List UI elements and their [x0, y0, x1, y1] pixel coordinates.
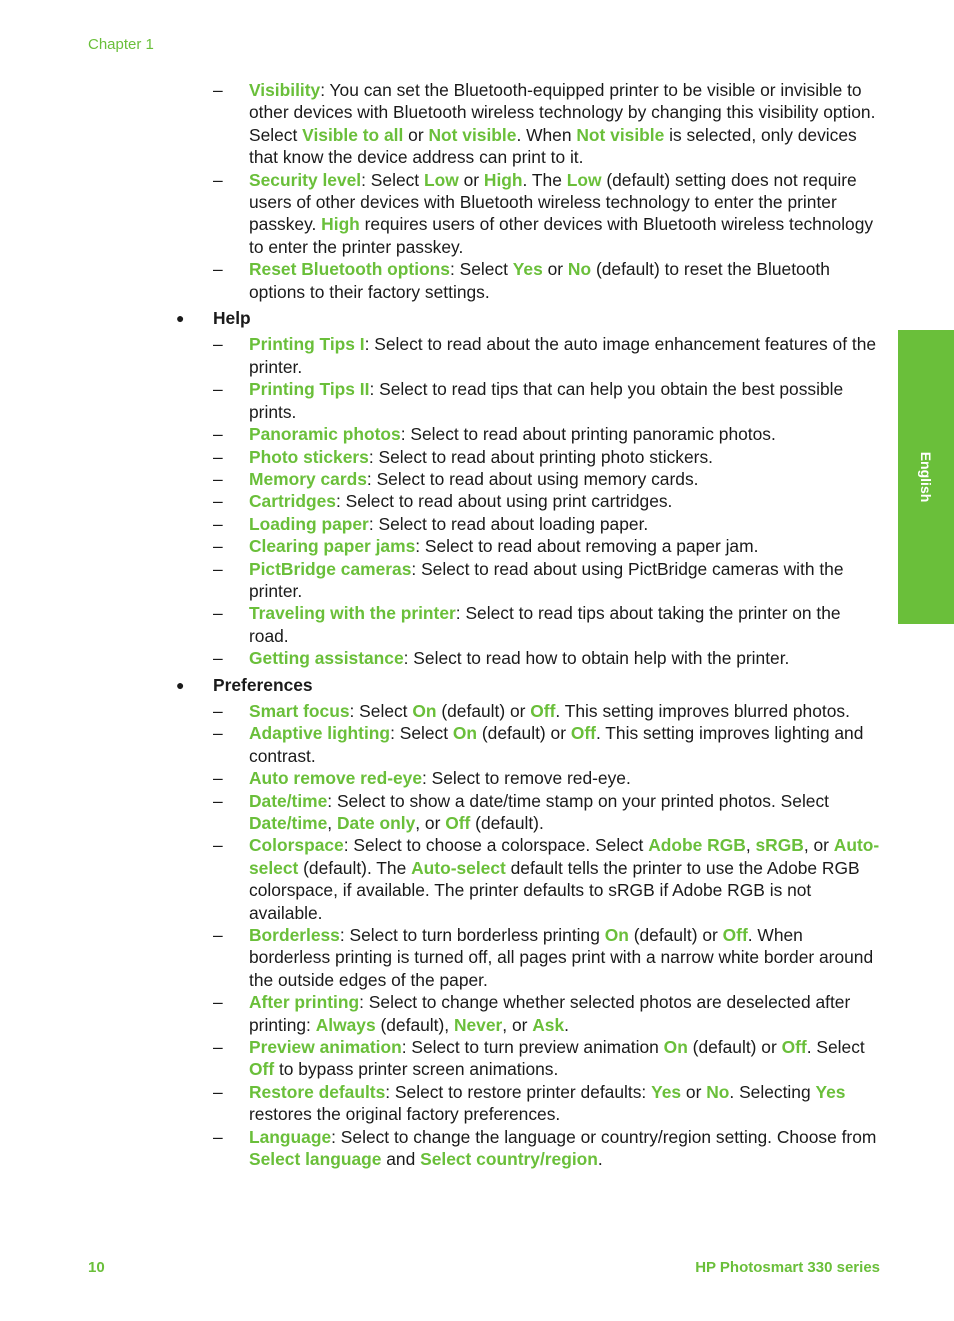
- dash-marker: –: [213, 169, 223, 190]
- side-tab-label: English: [918, 451, 934, 503]
- page-number: 10: [88, 1259, 105, 1276]
- option-term: Low: [566, 169, 602, 190]
- item-text: (default). The: [298, 857, 412, 878]
- option-term: Date/time: [249, 790, 328, 811]
- option-term: High: [321, 214, 360, 235]
- option-term: Off: [530, 700, 556, 721]
- item-text: or: [458, 169, 484, 190]
- item-text: requires users of other devices with Bluetooth wireless technology to enter the printer passkey.: [249, 214, 874, 257]
- option-term: On: [412, 700, 437, 721]
- dash-marker: –: [213, 536, 223, 557]
- item-text: : Select to read how to obtain help with the printer.: [403, 648, 790, 669]
- item-text: : Select: [349, 700, 413, 721]
- dash-marker: –: [213, 259, 223, 280]
- item-text: , or: [803, 835, 834, 856]
- option-term: Off: [781, 1037, 807, 1058]
- item-text: , or: [415, 813, 446, 833]
- item-text: .: [564, 1014, 569, 1035]
- item-text: ,: [327, 813, 337, 833]
- list-item: [170, 1036, 885, 1081]
- option-term: On: [663, 1037, 688, 1058]
- list-item: [170, 258, 885, 303]
- item-text: restores the original factory preferences.: [249, 1104, 561, 1125]
- option-term: Colorspace: [249, 835, 344, 856]
- list-item: [170, 700, 885, 722]
- option-term: Reset Bluetooth options: [249, 259, 450, 280]
- option-term: Yes: [512, 259, 543, 280]
- list-item: [170, 1126, 885, 1171]
- dash-marker: –: [213, 513, 223, 534]
- option-term: Adobe RGB: [648, 835, 746, 856]
- dash-marker: –: [213, 468, 223, 489]
- item-text: : Select to change the language or country/region setting. Choose from: [331, 1126, 877, 1147]
- option-term: Visibility: [249, 80, 321, 100]
- list-item: [170, 333, 885, 378]
- item-text: (default).: [470, 813, 544, 833]
- dash-marker: –: [213, 558, 223, 579]
- item-text: : Select to read about printing photo stickers.: [368, 446, 713, 467]
- dash-marker: –: [213, 925, 223, 946]
- option-term: Auto remove red-eye: [249, 768, 422, 789]
- item-text: ,: [745, 835, 756, 856]
- list-item: [170, 535, 885, 557]
- section-heading: ● Preferences: [170, 674, 885, 696]
- option-term: Cartridges: [249, 491, 336, 512]
- item-text: . Selecting: [729, 1081, 816, 1102]
- option-term: Smart focus: [249, 700, 350, 721]
- option-term: sRGB: [755, 835, 804, 856]
- item-text: . Select: [806, 1037, 865, 1058]
- item-text: or: [681, 1081, 707, 1102]
- list-item: [170, 767, 885, 789]
- item-text: (default) or: [687, 1037, 782, 1058]
- item-text: (default) or: [628, 925, 723, 946]
- dash-marker: –: [213, 446, 223, 467]
- option-term: Off: [722, 925, 748, 946]
- dash-marker: –: [213, 700, 223, 721]
- dash-marker: –: [213, 1081, 223, 1102]
- item-text: . When: [516, 124, 577, 145]
- item-text: (default) to reset the Bluetooth options to their factory settings.: [249, 259, 830, 302]
- item-text: , or: [502, 1014, 533, 1035]
- item-text: : Select to read tips about taking the printer on the road.: [249, 603, 841, 646]
- item-text: default tells the printer to use the Adobe RGB colorspace, if available. The printer defaults to sRGB if Adobe RGB is not available.: [249, 857, 860, 923]
- list-item: [170, 647, 885, 669]
- option-term: Date only: [336, 813, 416, 833]
- option-term: Select country/region: [420, 1149, 598, 1170]
- option-term: Borderless: [249, 925, 340, 946]
- option-term: Not visible: [576, 124, 665, 145]
- option-term: Loading paper: [249, 513, 369, 534]
- list-item: [170, 1081, 885, 1126]
- option-term: Never: [453, 1014, 503, 1035]
- option-term: After printing: [249, 992, 360, 1013]
- dash-marker: –: [213, 80, 223, 100]
- option-term: Yes: [651, 1081, 682, 1102]
- list-item: [170, 468, 885, 490]
- item-text: : Select to turn borderless printing: [339, 925, 605, 946]
- item-text: : Select: [361, 169, 424, 190]
- item-text: : Select to read about removing a paper jam.: [415, 536, 759, 557]
- option-term: Ask: [532, 1014, 565, 1035]
- item-text: (default) or: [477, 723, 571, 744]
- dash-marker: –: [213, 1037, 223, 1058]
- item-text: to bypass printer screen animations.: [274, 1059, 559, 1080]
- item-text: : Select to read tips that can help you obtain the best possible prints.: [249, 379, 844, 422]
- option-term: Getting assistance: [249, 648, 404, 669]
- item-text: : Select to read about using PictBridge cameras with the printer.: [249, 558, 844, 601]
- dash-marker: –: [213, 491, 223, 512]
- dash-marker: –: [213, 992, 223, 1013]
- option-term: Date/time: [249, 813, 328, 833]
- option-term: Auto-select: [249, 835, 880, 878]
- section: [170, 79, 885, 303]
- list-item: [170, 991, 885, 1036]
- item-text: : Select to show a date/time stamp on your printed photos. Select: [327, 790, 830, 811]
- item-text: : Select to restore printer defaults:: [385, 1081, 652, 1102]
- chapter-label: Chapter 1: [88, 36, 154, 53]
- dash-marker: –: [213, 835, 223, 856]
- option-term: Always: [315, 1014, 376, 1035]
- language-side-tab: [898, 330, 954, 624]
- dash-marker: –: [213, 424, 223, 445]
- item-text: . When borderless printing is turned off, all pages print with a narrow white border around the outside edges of the paper.: [249, 925, 874, 990]
- list-item: [170, 558, 885, 603]
- item-text: . This setting improves lighting and contrast.: [249, 723, 864, 766]
- option-term: Traveling with the printer: [249, 603, 456, 624]
- option-term: PictBridge cameras: [249, 558, 412, 579]
- item-text: (default),: [375, 1014, 454, 1035]
- dash-marker: –: [213, 723, 223, 744]
- section: [170, 307, 885, 670]
- option-term: Visible to all: [302, 124, 404, 145]
- item-text: : You can set the Bluetooth-equipped printer to be visible or invisible to other devices with Bluetooth wireless technology by changing this visibility option. Select: [249, 80, 876, 145]
- section-heading: ● Help: [170, 307, 885, 329]
- option-term: Preview animation: [249, 1037, 402, 1058]
- footer-product-title: HP Photosmart 330 series: [695, 1259, 880, 1276]
- option-term: Off: [249, 1059, 275, 1080]
- list-item: [170, 790, 885, 835]
- item-text: (default) setting does not require users of other devices with Bluetooth wireless technology to enter the printer passkey.: [249, 169, 857, 235]
- list-item: [170, 722, 885, 767]
- option-term: High: [483, 169, 523, 190]
- list-item: [170, 378, 885, 423]
- item-text: (default) or: [436, 700, 531, 721]
- dash-marker: –: [213, 790, 223, 811]
- dash-marker: –: [213, 1126, 223, 1147]
- item-text: : Select to read about the auto image enhancement features of the printer.: [249, 334, 877, 377]
- dash-marker: –: [213, 768, 223, 789]
- dash-marker: –: [213, 334, 223, 355]
- section: [170, 674, 885, 1171]
- item-text: : Select to remove red-eye.: [422, 768, 631, 789]
- item-text: : Select to read about printing panoramic photos.: [400, 424, 776, 445]
- option-term: On: [452, 723, 478, 744]
- option-term: Security level: [249, 169, 362, 190]
- option-term: On: [604, 925, 629, 946]
- option-term: Off: [445, 813, 471, 833]
- option-term: No: [567, 259, 592, 280]
- dash-marker: –: [213, 603, 223, 624]
- item-text: : Select to read about loading paper.: [368, 513, 649, 534]
- dash-marker: –: [213, 379, 223, 400]
- option-term: Auto-select: [411, 857, 506, 878]
- item-text: .: [597, 1149, 603, 1170]
- list-item: [170, 79, 885, 169]
- option-term: Select language: [249, 1149, 382, 1170]
- item-text: or: [542, 259, 568, 280]
- item-text: : Select: [390, 723, 453, 744]
- item-text: is selected, only devices that know the device address can print to it.: [249, 124, 857, 168]
- dash-marker: –: [213, 648, 223, 669]
- option-term: Language: [249, 1126, 332, 1147]
- item-text: and: [381, 1149, 421, 1170]
- option-term: Yes: [815, 1081, 846, 1102]
- option-term: No: [706, 1081, 730, 1102]
- list-item: [170, 924, 885, 991]
- option-term: Memory cards: [249, 468, 367, 489]
- item-text: . The: [522, 169, 567, 190]
- list-item: [170, 513, 885, 535]
- option-term: Printing Tips I: [249, 334, 365, 355]
- list-item: [170, 490, 885, 512]
- option-term: Off: [570, 723, 596, 744]
- item-text: : Select to read about using print cartridges.: [335, 491, 673, 512]
- option-term: Printing Tips II: [249, 379, 370, 400]
- page-content: [170, 79, 885, 1171]
- item-text: : Select to change whether selected photos are deselected after printing:: [249, 992, 851, 1035]
- option-term: Panoramic photos: [249, 424, 401, 445]
- item-text: : Select to read about using memory cards.: [366, 468, 699, 489]
- option-term: Not visible: [428, 124, 517, 145]
- item-text: : Select to turn preview animation: [401, 1037, 664, 1058]
- item-text: : Select to choose a colorspace. Select: [343, 835, 649, 856]
- list-item: [170, 169, 885, 259]
- list-item: [170, 423, 885, 445]
- item-text: : Select: [449, 259, 513, 280]
- option-term: Low: [423, 169, 459, 190]
- list-item: [170, 834, 885, 924]
- option-term: Adaptive lighting: [249, 723, 391, 744]
- item-text: or: [403, 124, 429, 145]
- list-item: [170, 446, 885, 468]
- list-item: [170, 602, 885, 647]
- option-term: Restore defaults: [249, 1081, 386, 1102]
- item-text: . This setting improves blurred photos.: [555, 700, 850, 721]
- option-term: Photo stickers: [249, 446, 369, 467]
- option-term: Clearing paper jams: [249, 536, 416, 557]
